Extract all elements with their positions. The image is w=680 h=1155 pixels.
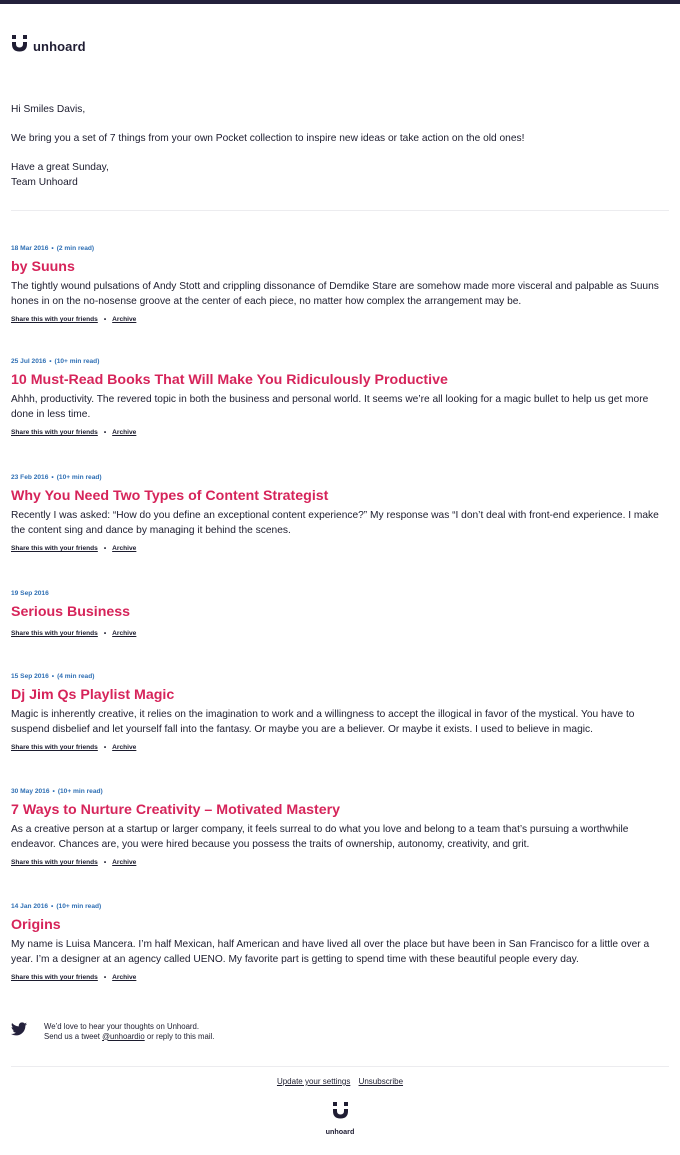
meta-separator: • (51, 474, 54, 481)
article-links (11, 858, 671, 867)
article-excerpt: Ahhh, productivity. The revered topic in both the business and personal world. It seems we’re all looking for a magic bullet to help us get more done in less time. (11, 394, 649, 420)
link-separator: • (103, 545, 107, 552)
unhoard-logo-icon (332, 1102, 349, 1124)
article-links (11, 629, 671, 638)
share-link[interactable]: Share this with your friends (11, 974, 98, 981)
article-title[interactable]: 7 Ways to Nurture Creativity – Motivated Mastery (11, 802, 341, 818)
archive-link[interactable]: Archive (112, 429, 137, 436)
article-meta (11, 672, 671, 681)
article-date: 23 Feb 2016 (11, 474, 49, 481)
article-meta (11, 357, 671, 366)
article-title[interactable]: 10 Must-Read Books That Will Make You Ridiculously Productive (11, 372, 448, 388)
divider (11, 210, 669, 211)
article-meta (11, 787, 671, 796)
article-excerpt: My name is Luisa Mancera. I’m half Mexican, half American and have lived all over the place but have been in San Francisco for a little over a year. I’m a designer at an agency called UENO. My favorite part is getting to spend time with these beautiful people every day. (11, 939, 650, 965)
article-item (11, 357, 671, 437)
twitter-bird-icon[interactable] (11, 1022, 27, 1041)
footer-brand-name: unhoard (325, 1127, 355, 1136)
meta-separator: • (51, 673, 55, 680)
meta-separator: • (51, 245, 54, 252)
intro-section (11, 102, 671, 190)
signature: Team Unhoard (11, 177, 78, 188)
footer-links (0, 1077, 680, 1086)
article-date: 15 Sep 2016 (11, 673, 49, 680)
share-link[interactable]: Share this with your friends (11, 545, 98, 552)
article-date: 19 Sep 2016 (11, 590, 49, 597)
update-settings-link[interactable]: Update your settings (276, 1077, 351, 1086)
article-title[interactable]: Origins (11, 917, 61, 933)
meta-separator: • (51, 903, 54, 910)
article-read-time: (10+ min read) (56, 903, 102, 910)
link-separator: • (103, 744, 107, 751)
header-logo[interactable] (11, 35, 86, 57)
link-separator: • (103, 974, 107, 981)
brand-name: unhoard (33, 38, 86, 54)
article-read-time: (2 min read) (56, 245, 95, 252)
share-link[interactable]: Share this with your friends (11, 630, 98, 637)
archive-link[interactable]: Archive (112, 545, 137, 552)
article-links (11, 743, 671, 752)
article-links (11, 315, 671, 324)
closing: Have a great Sunday, (11, 162, 109, 173)
feedback-line (44, 1032, 214, 1042)
archive-link[interactable]: Archive (112, 316, 137, 323)
footer-divider (11, 1066, 669, 1067)
link-separator: • (103, 429, 107, 436)
article-date: 14 Jan 2016 (11, 903, 49, 910)
share-link[interactable]: Share this with your friends (11, 744, 98, 751)
archive-link[interactable]: Archive (112, 744, 137, 751)
share-link[interactable]: Share this with your friends (11, 859, 98, 866)
link-separator: • (103, 316, 107, 323)
article-read-time: (10+ min read) (56, 474, 102, 481)
article-item (11, 244, 671, 324)
article-read-time: (4 min read) (57, 673, 95, 680)
article-date: 25 Jul 2016 (11, 358, 47, 365)
twitter-handle-link[interactable]: @unhoardio (102, 1031, 145, 1041)
meta-separator: • (49, 358, 52, 365)
article-meta (11, 244, 671, 253)
article-links (11, 428, 671, 437)
share-link[interactable]: Share this with your friends (11, 429, 98, 436)
article-date: 18 Mar 2016 (11, 245, 49, 252)
article-read-time: (10+ min read) (57, 788, 103, 795)
article-item (11, 589, 671, 638)
archive-link[interactable]: Archive (112, 974, 137, 981)
link-separator: • (103, 859, 107, 866)
article-read-time: (10+ min read) (54, 358, 100, 365)
article-excerpt: As a creative person at a startup or larger company, it feels surreal to do what you love and belong to a team that’s pursuing a worthwhile endeavor. Chances are, you were hired because you possess the traits of ownership, autonomy, creativity, and grit. (11, 824, 629, 850)
feedback-line: We’d love to hear your thoughts on Unhoard. (44, 1022, 200, 1031)
greeting: Hi Smiles Davis, (11, 104, 86, 115)
article-excerpt: Magic is inherently creative, it relies on the imagination to work and a willingness to accept the illogical in favor of the mystical. You have to suspend disbelief and let yourself fall into the fantasy. Or maybe you are a believer. Or maybe it exists. I used to believe in magic. (11, 709, 635, 735)
feedback-section (11, 1022, 214, 1041)
article-item (11, 473, 671, 553)
article-meta (11, 902, 671, 911)
share-link[interactable]: Share this with your friends (11, 316, 98, 323)
top-accent-bar (0, 0, 680, 4)
article-item (11, 902, 671, 982)
article-title[interactable]: Serious Business (11, 604, 131, 620)
article-item (11, 787, 671, 867)
article-item (11, 672, 671, 752)
article-meta (11, 473, 671, 482)
article-excerpt: Recently I was asked: “How do you define an exceptional content experience?” My response was “I don’t deal with front-end experience. I make the content sing and dance by managing it behind the scenes. (11, 510, 659, 536)
article-title[interactable]: Why You Need Two Types of Content Strategist (11, 488, 329, 504)
article-excerpt: The tightly wound pulsations of Andy Stott and crippling dissonance of Demdike Stare are somehow made more visceral and palpable as Suuns hones in on the no-nosense groove at the center of each piece, no matter how complex the arrangement may be. (11, 281, 659, 307)
archive-link[interactable]: Archive (112, 859, 137, 866)
article-links (11, 544, 671, 553)
unhoard-logo-icon (11, 35, 28, 57)
meta-separator: • (52, 788, 55, 795)
article-links (11, 973, 671, 982)
footer-logo[interactable] (0, 1102, 680, 1136)
link-separator: • (103, 630, 107, 637)
article-title[interactable]: by Suuns (11, 259, 75, 275)
intro-message: We bring you a set of 7 things from your own Pocket collection to inspire new ideas or take action on the old ones! (11, 133, 525, 144)
feedback-text (44, 1022, 214, 1041)
archive-link[interactable]: Archive (112, 630, 137, 637)
feedback-suffix: or reply to this mail. (144, 1031, 215, 1041)
unsubscribe-link[interactable]: Unsubscribe (358, 1077, 404, 1086)
article-meta (11, 589, 671, 598)
article-date: 30 May 2016 (11, 788, 50, 795)
article-title[interactable]: Dj Jim Qs Playlist Magic (11, 687, 175, 703)
feedback-prefix: Send us a tweet (44, 1031, 103, 1041)
